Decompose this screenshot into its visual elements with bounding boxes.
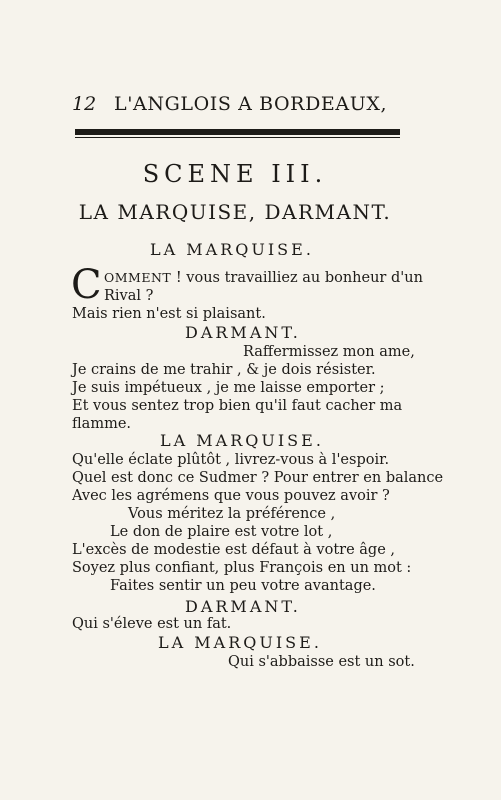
verse-line: L'excès de modestie est défaut à votre âge , <box>72 542 395 558</box>
scene-characters: LA MARQUISE, DARMANT. <box>78 200 392 224</box>
page-header <box>72 93 402 119</box>
page-number: 12 <box>72 93 97 115</box>
verse-line: Mais rien n'est si plaisant. <box>72 306 266 322</box>
verse-smallcaps: OMMENT <box>104 270 172 285</box>
verse-line: Rival ? <box>104 288 154 304</box>
verse-line: Faites sentir un peu votre avantage. <box>110 578 376 594</box>
verse-line: Je suis impétueux , je me laisse emporter ; <box>72 380 385 396</box>
verse-line: Quel est donc ce Sudmer ? Pour entrer en balance <box>72 470 444 486</box>
scene-title: SCENE III. <box>142 160 328 188</box>
verse-line: Qui s'éleve est un fat. <box>72 616 232 632</box>
speaker-name: DARMANT. <box>185 597 301 616</box>
verse-line: Raffermissez mon ame, <box>243 344 415 360</box>
verse-line: Qu'elle éclate plûtôt , livrez-vous à l'espoir. <box>72 452 390 468</box>
header-rule <box>75 129 400 139</box>
verse-line: Soyez plus confiant, plus François en un mot : <box>72 560 412 576</box>
running-title: L'ANGLOIS A BORDEAUX, <box>114 93 388 115</box>
thick-rule-line <box>75 129 400 135</box>
verse-line: Qui s'abbaisse est un sot. <box>228 654 415 670</box>
verse-line: Le don de plaire est votre lot , <box>110 524 333 540</box>
speaker-name: DARMANT. <box>185 323 301 342</box>
verse-line: Vous méritez la préférence , <box>128 506 336 522</box>
speaker-name: LA MARQUISE. <box>150 240 314 259</box>
drop-capital: C <box>71 262 102 308</box>
verse-line: flamme. <box>72 416 132 432</box>
verse-line <box>104 269 423 287</box>
thin-rule-line <box>75 137 400 138</box>
speaker-name: LA MARQUISE. <box>158 633 322 652</box>
verse-line: Je crains de me trahir , & je dois résister. <box>72 362 376 378</box>
verse-line: Avec les agrémens que vous pouvez avoir ? <box>72 488 390 504</box>
speaker-name: LA MARQUISE. <box>160 431 324 450</box>
verse-line: Et vous sentez trop bien qu'il faut cacher ma <box>72 398 403 414</box>
verse-line-text: ! vous travailliez au bonheur d'un <box>175 270 423 286</box>
